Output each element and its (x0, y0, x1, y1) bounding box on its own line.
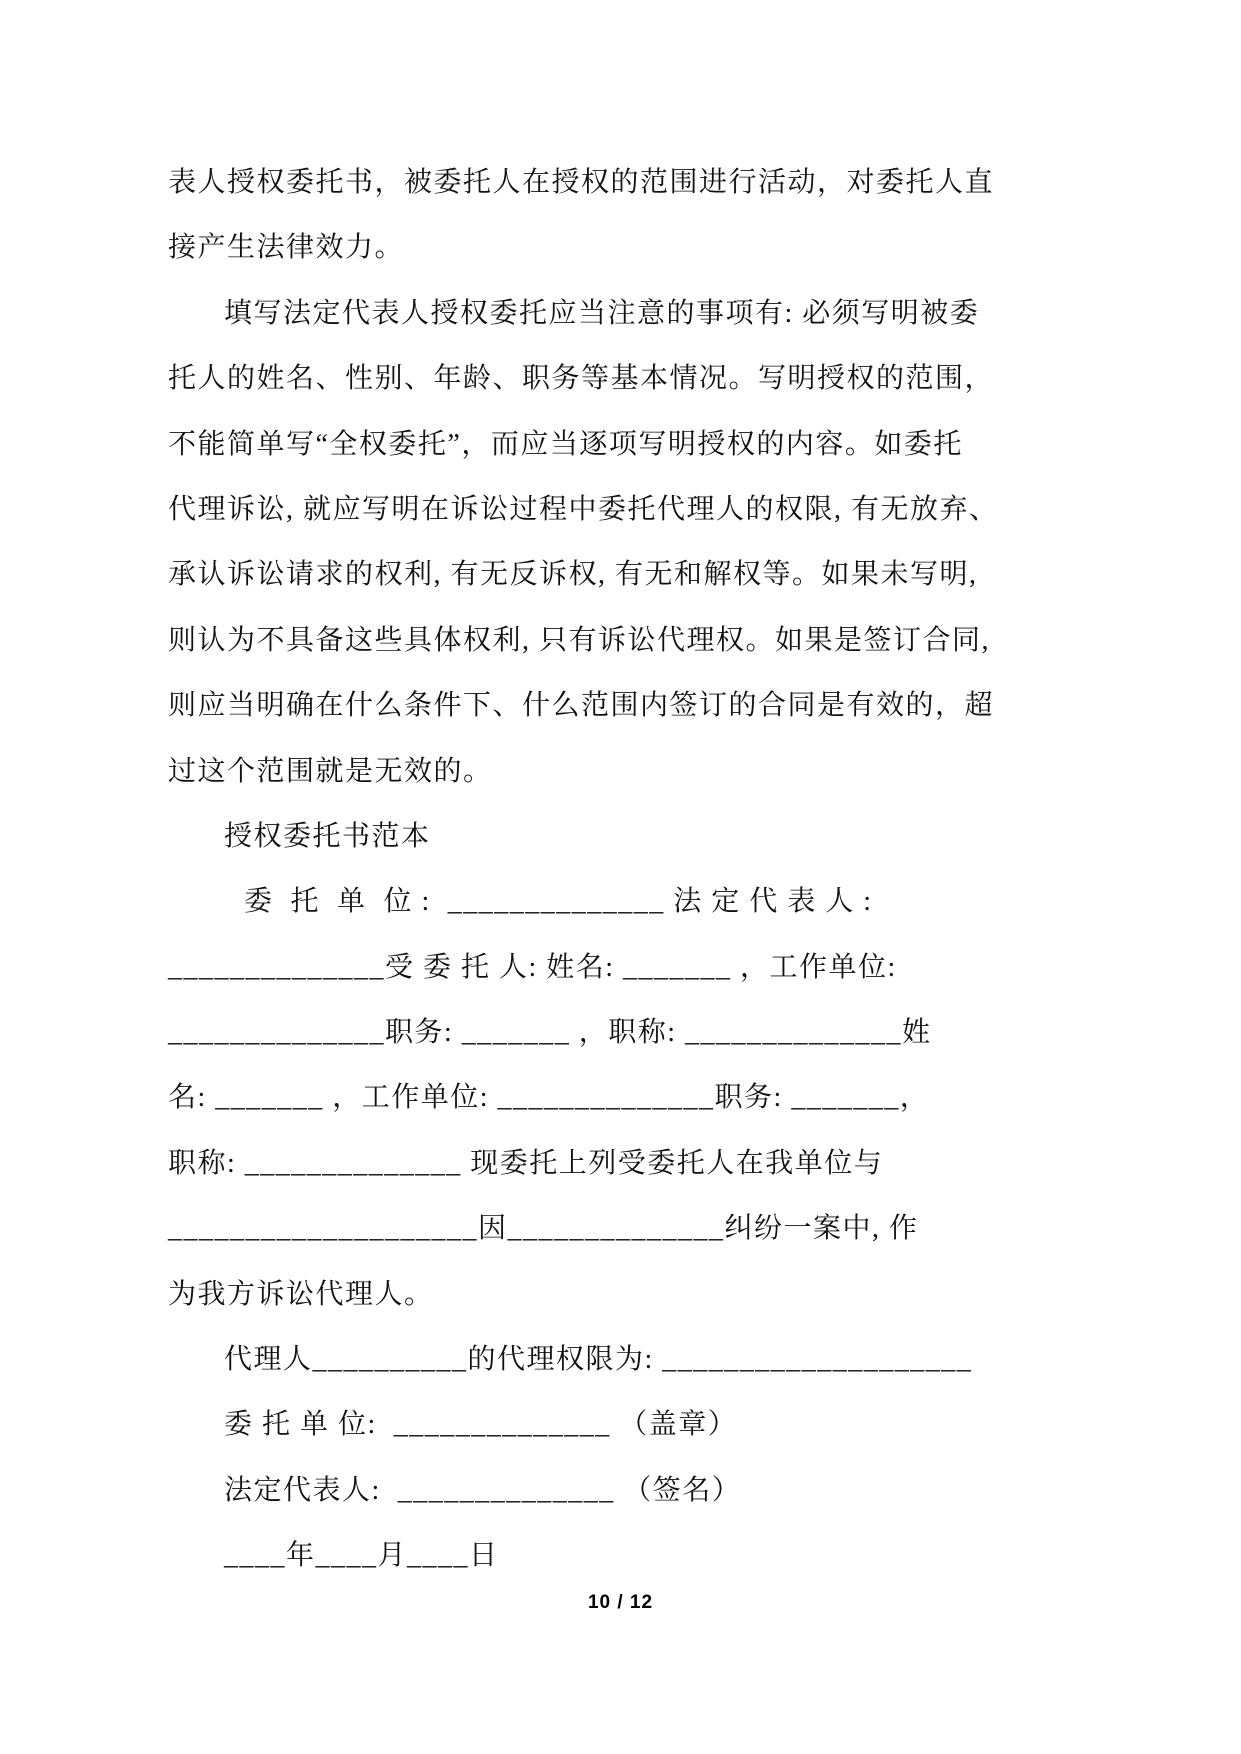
doc-form-line-agent-authority: 代理人__________的代理权限为: ____________________ (224, 1344, 973, 1376)
doc-form-line-entrusting-unit: 委 托 单 位 : ______________ 法 定 代 表 人 : (244, 886, 873, 918)
doc-form-line-dispute-case: ____________________因______________纠纷一案中, 作 (168, 1213, 919, 1245)
page-number: 10 / 12 (587, 1592, 654, 1613)
doc-line: 接产生法律效力。 (168, 232, 405, 264)
doc-line: 代理诉讼, 就应写明在诉讼过程中委托代理人的权限, 有无放弃、 (168, 493, 999, 525)
doc-line: 不能简单写“全权委托”，而应当逐项写明授权的内容。如委托 (168, 428, 963, 460)
doc-form-line-signature: 法定代表人: ______________ （签名） (224, 1474, 742, 1506)
doc-line: 则认为不具备这些具体权利, 只有诉讼代理权。如果是签订合同, (168, 624, 991, 656)
doc-section-title: 授权委托书范本 (224, 820, 431, 852)
doc-form-line-entrusted-person: ______________受 委 托 人: 姓名: _______ ，工作单位: (168, 951, 897, 983)
doc-line: 则应当明确在什么条件下、什么范围内签订的合同是有效的，超 (168, 690, 995, 722)
doc-line: 承认诉讼请求的权利, 有无反诉权, 有无和解权等。如果未写明, (168, 559, 978, 591)
doc-form-line-title-entrust: 职称: ______________ 现委托上列受委托人在我单位与 (168, 1147, 884, 1179)
doc-form-line-seal: 委 托 单 位: ______________ （盖章） (224, 1409, 738, 1441)
doc-line: 过这个范围就是无效的。 (168, 755, 493, 787)
doc-form-line-position-title: ______________职务: _______ ，职称: ______________姓 (168, 1017, 932, 1049)
doc-form-line-date: ____年____月____日 (224, 1540, 499, 1572)
doc-form-line-agent-closing: 为我方诉讼代理人。 (168, 1278, 434, 1310)
doc-form-line-name-workunit: 名: _______ ，工作单位: ______________职务: _______， (168, 1082, 930, 1114)
document-body (168, 150, 999, 1589)
doc-line: 填写法定代表人授权委托应当注意的事项有: 必须写明被委 (224, 297, 980, 329)
doc-line: 托人的姓名、性别、年龄、职务等基本情况。写明授权的范围， (168, 363, 995, 395)
doc-line: 表人授权委托书，被委托人在授权的范围进行活动，对委托人直 (168, 167, 995, 198)
